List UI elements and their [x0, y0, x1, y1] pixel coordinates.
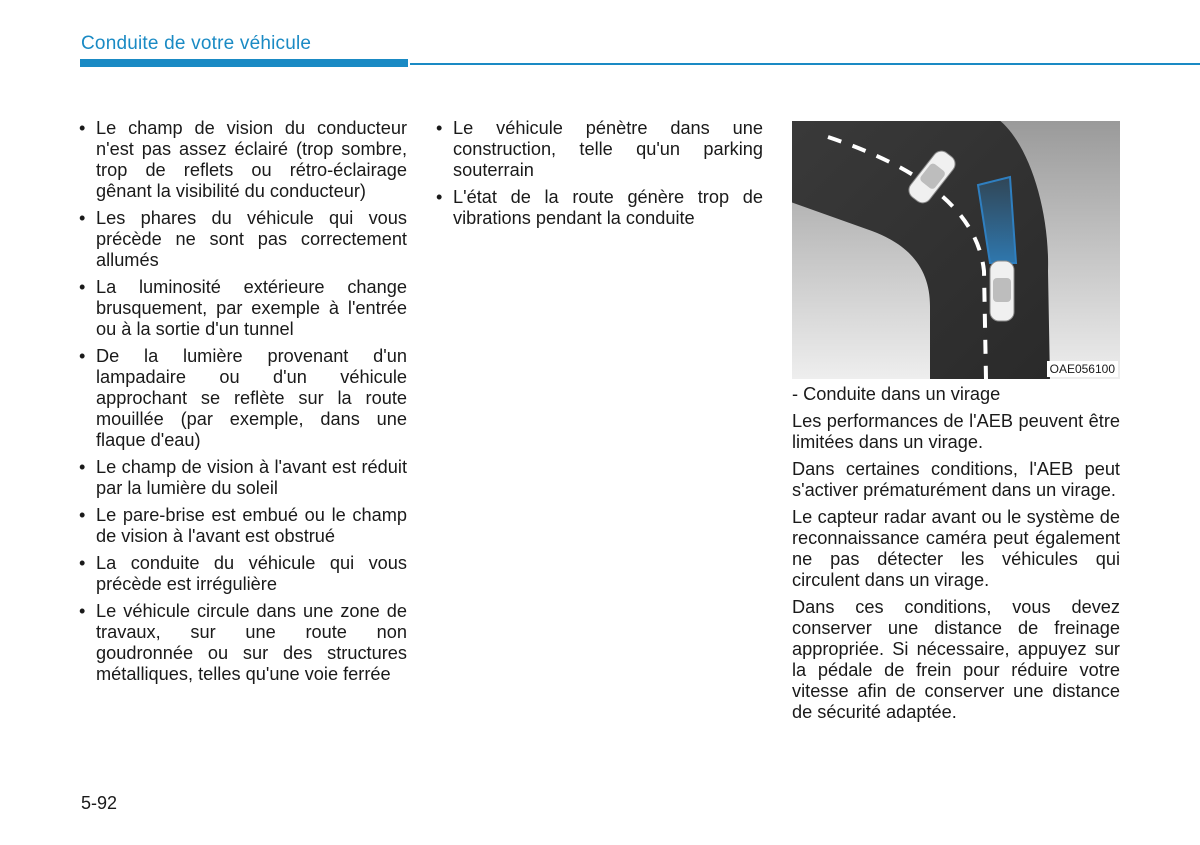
list-item: • Le champ de vision du conducteur n'est pas assez éclairé (trop sombre, trop de reflets ou rétro-éclairage gênant la visibilité du conducteur)	[77, 118, 407, 202]
list-item: • Le véhicule pénètre dans une construction, telle qu'un parking souterrain	[434, 118, 763, 181]
paragraph: Les performances de l'AEB peuvent être limitées dans un virage.	[792, 411, 1120, 452]
column-left	[77, 118, 407, 691]
paragraph: Dans ces conditions, vous devez conserver une distance de freinage appropriée. Si nécessaire, appuyez sur la pédale de frein pour réduire votre vitesse afin de conserver une distance de sécurité adaptée.	[792, 597, 1120, 722]
list-item: • La luminosité extérieure change brusquement, par exemple à l'entrée ou à la sortie d'un tunnel	[77, 277, 407, 340]
list-item: • L'état de la route génère trop de vibrations pendant la conduite	[434, 187, 763, 229]
header-rule-thin	[410, 63, 1200, 65]
list-item: • Les phares du véhicule qui vous précède ne sont pas correctement allumés	[77, 208, 407, 271]
column-middle	[434, 118, 763, 235]
subheading: - Conduite dans un virage	[792, 384, 1001, 404]
column-right	[792, 384, 1120, 729]
list-item: • La conduite du véhicule qui vous précède est irrégulière	[77, 553, 407, 595]
paragraph: Dans certaines conditions, l'AEB peut s'activer prématurément dans un virage.	[792, 459, 1120, 500]
section-title: Conduite de votre véhicule	[81, 33, 312, 54]
list-item: • De la lumière provenant d'un lampadaire ou d'un véhicule approchant se reflète sur la route mouillée (par exemple, dans une flaque d'eau)	[77, 346, 407, 451]
page-number: 5-92	[81, 793, 118, 813]
condition-list	[77, 118, 407, 685]
figure-caption: OAE056100	[1047, 361, 1118, 377]
curved-road-illustration-icon	[792, 121, 1120, 379]
list-item: • Le champ de vision à l'avant est réduit par la lumière du soleil	[77, 457, 407, 499]
header-rule-thick	[80, 59, 408, 67]
condition-list	[434, 118, 763, 229]
list-item: • Le pare-brise est embué ou le champ de vision à l'avant est obstrué	[77, 505, 407, 547]
curve-driving-illustration	[792, 121, 1120, 379]
paragraph: Le capteur radar avant ou le système de reconnaissance caméra peut également ne pas détecter les véhicules qui circulent dans un virage.	[792, 507, 1120, 590]
list-item: • Le véhicule circule dans une zone de travaux, sur une route non goudronnée ou sur des structures métalliques, telles qu'une voie ferrée	[77, 601, 407, 685]
